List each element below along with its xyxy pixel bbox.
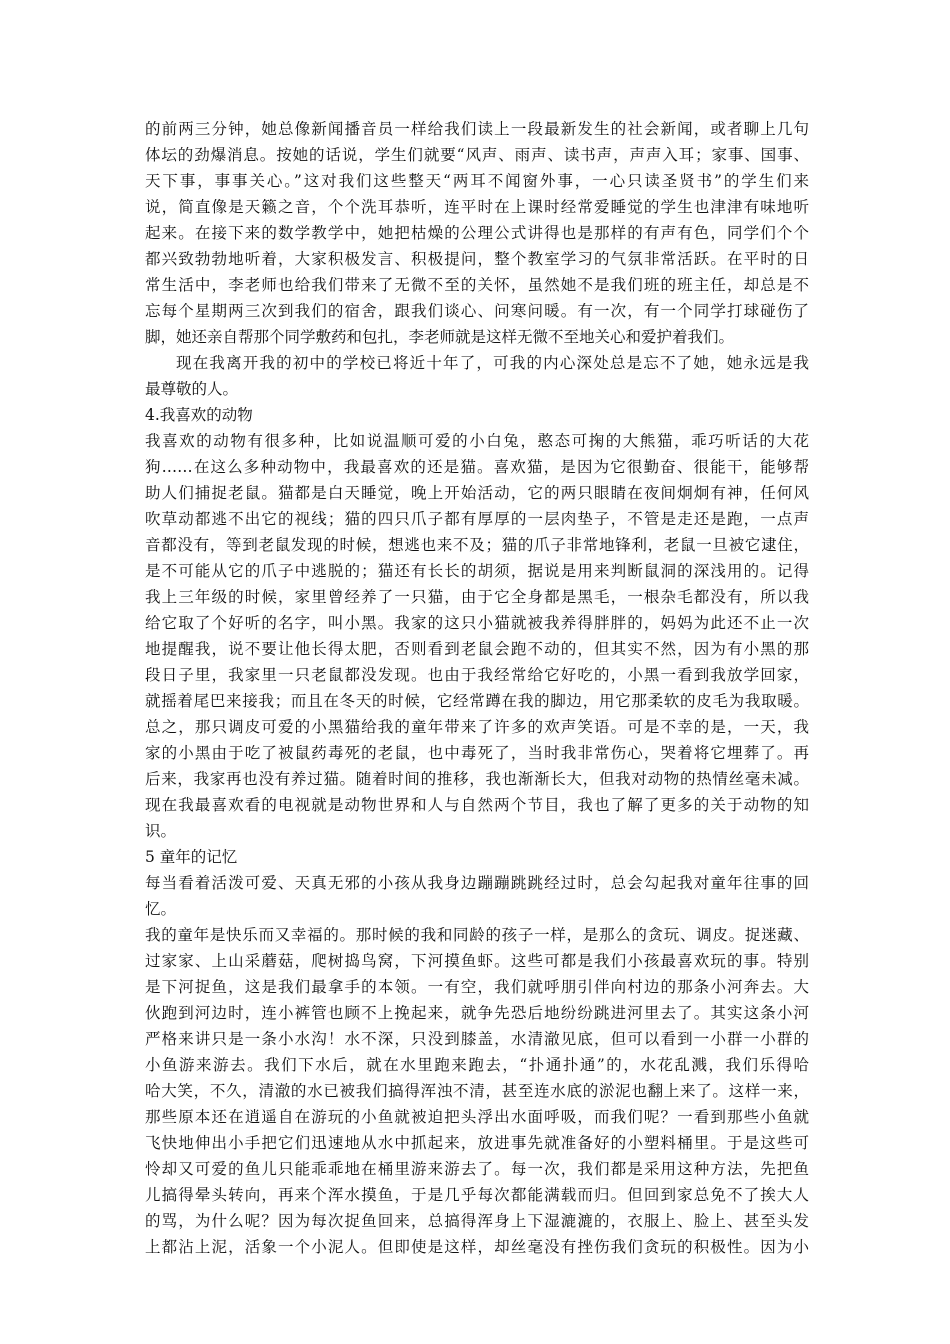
text-line: 吹草动都逃不出它的视线；猫的四只爪子都有厚厚的一层肉垫子，不管是走还是跑，一点声 xyxy=(145,510,809,528)
text-line: 每当看着活泼可爱、天真无邪的小孩从我身边蹦蹦跳跳经过时，总会勾起我对童年往事的回 xyxy=(145,874,809,892)
paragraph-last-line: 忆。 xyxy=(145,900,177,918)
text-line: 的前两三分钟，她总像新闻播音员一样给我们读上一段最新发生的社会新闻，或者聊上几句 xyxy=(145,120,809,138)
text-line: 我上三年级的时候，家里曾经养了一只猫，由于它全身都是黑毛，一根杂毛都没有，所以我 xyxy=(145,588,809,606)
text-line: 天下事，事事关心。”这对我们这些整天“两耳不闻窗外事，一心只读圣贤书”的学生们来 xyxy=(145,172,809,190)
section-heading: 5 童年的记忆 xyxy=(145,848,238,866)
text-line: 我的童年是快乐而又幸福的。那时候的我和同龄的孩子一样，是那么的贪玩、调皮。捉迷藏、 xyxy=(145,926,809,944)
document-body xyxy=(145,116,809,1260)
text-line: 总之，那只调皮可爱的小黑猫给我的童年带来了许多的欢声笑语。可是不幸的是，一天，我 xyxy=(145,718,809,736)
text-line: 助人们捕捉老鼠。猫都是白天睡觉，晚上开始活动，它的两只眼睛在夜间炯炯有神，任何风 xyxy=(145,484,809,502)
text-line: 是不可能从它的爪子中逃脱的；猫还有长长的胡须，据说是用来判断鼠洞的深浅用的。记得 xyxy=(145,562,809,580)
text-line: 上都沾上泥，活象一个小泥人。但即使是这样，却丝毫没有挫伤我们贪玩的积极性。因为小 xyxy=(145,1238,809,1256)
text-line: 给它取了个好听的名字，叫小黑。我家的这只小猫就被我养得胖胖的，妈妈为此还不止一次 xyxy=(145,614,809,632)
paragraph-last-line: 脚，她还亲自帮那个同学敷药和包扎，李老师就是这样无微不至地关心和爱护着我们。 xyxy=(145,328,735,346)
text-line: 飞快地伸出小手把它们迅速地从水中抓起来，放进事先就准备好的小塑料桶里。于是这些可 xyxy=(145,1134,809,1152)
section-heading: 4.我喜欢的动物 xyxy=(145,406,253,424)
text-line: 怜却又可爱的鱼儿只能乖乖地在桶里游来游去了。每一次，我们都是采用这种方法，先把鱼 xyxy=(145,1160,809,1178)
text-line: 那些原本还在逍遥自在游玩的小鱼就被迫把头浮出水面呼吸，而我们呢？一看到那些小鱼就 xyxy=(145,1108,809,1126)
text-line: 后来，我家再也没有养过猫。随着时间的推移，我也渐渐长大，但我对动物的热情丝毫未减。 xyxy=(145,770,809,788)
paragraph-first-line: 现在我离开我的初中的学校已将近十年了，可我的内心深处总是忘不了她，她永远是我 xyxy=(176,354,809,372)
text-line: 是下河捉鱼，这是我们最拿手的本领。一有空，我们就呼朋引伴向村边的那条小河奔去。大 xyxy=(145,978,809,996)
text-line: 地提醒我，说不要让他长得太肥，否则看到老鼠会跑不动的，但其实不然，因为有小黑的那 xyxy=(145,640,809,658)
text-line: 现在我最喜欢看的电视就是动物世界和人与自然两个节目，我也了解了更多的关于动物的知 xyxy=(145,796,809,814)
text-line: 儿搞得晕头转向，再来个浑水摸鱼，于是几乎每次都能满载而归。但回到家总免不了挨大人 xyxy=(145,1186,809,1204)
text-line: 忘每个星期两三次到我们的宿舍，跟我们谈心、问寒问暖。有一次，有一个同学打球碰伤了 xyxy=(145,302,809,320)
text-line: 的骂，为什么呢？因为每次捉鱼回来，总搞得浑身上下湿漉漉的，衣服上、脸上、甚至头发 xyxy=(145,1212,809,1230)
text-line: 都兴致勃勃地听着，大家积极发言、积极提问，整个教室学习的气氛非常活跃。在平时的日 xyxy=(145,250,809,268)
text-line: 音都没有，等到老鼠发现的时候，想逃也来不及；猫的爪子非常地锋利，老鼠一旦被它逮住， xyxy=(145,536,809,554)
text-line: 常生活中，李老师也给我们带来了无微不至的关怀，虽然她不是我们班的班主任，却总是不 xyxy=(145,276,809,294)
text-line: 严格来讲只是一条小水沟！水不深，只没到膝盖，水清澈见底，但可以看到一小群一小群的 xyxy=(145,1030,809,1048)
text-line: 就摇着尾巴来接我；而且在冬天的时候，它经常蹲在我的脚边，用它那柔软的皮毛为我取暖。 xyxy=(145,692,809,710)
text-line: 伙跑到河边时，连小裤管也顾不上挽起来，就争先恐后地纷纷跳进河里去了。其实这条小河 xyxy=(145,1004,809,1022)
text-line: 小鱼游来游去。我们下水后，就在水里跑来跑去，“扑通扑通”的，水花乱溅，我们乐得哈 xyxy=(145,1056,809,1074)
text-line: 起来。在接下来的数学教学中，她把枯燥的公理公式讲得也是那样的有声有色，同学们个个 xyxy=(145,224,809,242)
text-line: 我喜欢的动物有很多种，比如说温顺可爱的小白兔，憨态可掬的大熊猫，乖巧听话的大花 xyxy=(145,432,809,450)
text-line: 狗……在这么多种动物中，我最喜欢的还是猫。喜欢猫，是因为它很勤奋、很能干，能够帮 xyxy=(145,458,809,476)
text-line: 过家家、上山采蘑菇，爬树捣鸟窝，下河摸鱼虾。这些可都是我们小孩最喜欢玩的事。特别 xyxy=(145,952,809,970)
paragraph-last-line: 识。 xyxy=(145,822,177,840)
text-line: 家的小黑由于吃了被鼠药毒死的老鼠，也中毒死了，当时我非常伤心，哭着将它埋葬了。再 xyxy=(145,744,809,762)
text-line: 哈大笑，不久，清澈的水已被我们搞得浑浊不清，甚至连水底的淤泥也翻上来了。这样一来， xyxy=(145,1082,809,1100)
text-line: 说，简直像是天籁之音，个个洗耳恭听，连平时在上课时经常爱睡觉的学生也津津有味地听 xyxy=(145,198,809,216)
text-line: 体坛的劲爆消息。按她的话说，学生们就要“风声、雨声、读书声，声声入耳；家事、国事、 xyxy=(145,146,809,164)
text-line: 段日子里，我家里一只老鼠都没发现。也由于我经常给它好吃的，小黑一看到我放学回家， xyxy=(145,666,809,684)
paragraph-last-line: 最尊敬的人。 xyxy=(145,380,239,398)
